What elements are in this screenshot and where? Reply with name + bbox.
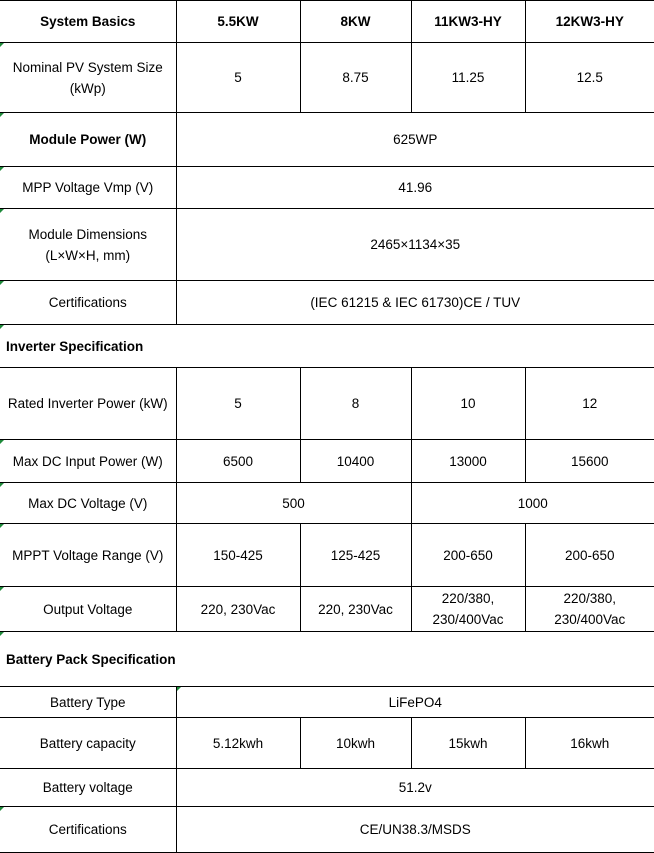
cell-value: 2465×1134×35 xyxy=(176,209,654,281)
corner-marker xyxy=(0,483,4,487)
cell-value: 220/380, 230/400Vac xyxy=(525,587,654,632)
cell-value: 10kwh xyxy=(300,718,411,769)
cell-value: 1000 xyxy=(411,483,654,524)
cell-value: 12.5 xyxy=(525,43,654,113)
row-label-battery-certifications: Certifications xyxy=(0,807,176,853)
row-label-max-dc-voltage: Max DC Voltage (V) xyxy=(0,483,176,524)
corner-marker xyxy=(0,587,4,591)
row-label-mpp-voltage: MPP Voltage Vmp (V) xyxy=(0,167,176,209)
cell-value: 220, 230Vac xyxy=(300,587,411,632)
cell-value: 200-650 xyxy=(411,524,525,587)
cell-value: 13000 xyxy=(411,440,525,483)
cell-value: 5 xyxy=(176,43,300,113)
table-row xyxy=(0,209,654,281)
table-row xyxy=(0,769,654,807)
cell-value: LiFePO4 xyxy=(176,687,654,718)
corner-marker xyxy=(0,167,4,171)
cell-value: CE/UN38.3/MSDS xyxy=(176,807,654,853)
row-label-module-dimensions: Module Dimensions (L×W×H, mm) xyxy=(0,209,176,281)
section-header-row xyxy=(0,632,654,687)
table-row xyxy=(0,43,654,113)
section-title-battery: Battery Pack Specification xyxy=(0,632,654,687)
row-label-battery-capacity: Battery capacity xyxy=(0,718,176,769)
row-label-nominal-pv: Nominal PV System Size (kWp) xyxy=(0,43,176,113)
row-label-certifications: Certifications xyxy=(0,281,176,325)
cell-value: 8.75 xyxy=(300,43,411,113)
header-model: 11KW3-HY xyxy=(411,1,525,43)
section-title-inverter: Inverter Specification xyxy=(0,325,654,368)
cell-value: 625WP xyxy=(176,113,654,167)
row-label-battery-type: Battery Type xyxy=(0,687,176,718)
cell-value: 220/380, 230/400Vac xyxy=(411,587,525,632)
corner-marker xyxy=(0,632,4,636)
header-model: 12KW3-HY xyxy=(525,1,654,43)
corner-marker xyxy=(0,281,4,285)
table-row xyxy=(0,807,654,853)
table-row xyxy=(0,167,654,209)
cell-value: 15600 xyxy=(525,440,654,483)
table-row xyxy=(0,281,654,325)
table-row xyxy=(0,587,654,632)
cell-value: 12 xyxy=(525,368,654,440)
cell-value: 8 xyxy=(300,368,411,440)
cell-value: 5 xyxy=(176,368,300,440)
table-row xyxy=(0,440,654,483)
row-label-output-voltage: Output Voltage xyxy=(0,587,176,632)
cell-value: 500 xyxy=(176,483,411,524)
row-label-rated-power: Rated Inverter Power (kW) xyxy=(0,368,176,440)
table-row xyxy=(0,718,654,769)
section-header-row xyxy=(0,325,654,368)
row-label-battery-voltage: Battery voltage xyxy=(0,769,176,807)
table-row xyxy=(0,483,654,524)
cell-value: 6500 xyxy=(176,440,300,483)
table-row xyxy=(0,687,654,718)
header-model: 8KW xyxy=(300,1,411,43)
corner-marker xyxy=(0,209,4,213)
cell-value: 5.12kwh xyxy=(176,718,300,769)
cell-value: 41.96 xyxy=(176,167,654,209)
table-row xyxy=(0,113,654,167)
cell-value: 11.25 xyxy=(411,43,525,113)
corner-marker xyxy=(0,524,4,528)
table-row xyxy=(0,368,654,440)
cell-value: 10400 xyxy=(300,440,411,483)
corner-marker xyxy=(177,687,181,691)
row-label-mppt-range: MPPT Voltage Range (V) xyxy=(0,524,176,587)
row-label-max-dc-input: Max DC Input Power (W) xyxy=(0,440,176,483)
cell-value: 150-425 xyxy=(176,524,300,587)
cell-value: 220, 230Vac xyxy=(176,587,300,632)
header-model: 5.5KW xyxy=(176,1,300,43)
cell-value: 15kwh xyxy=(411,718,525,769)
corner-marker xyxy=(0,325,4,329)
cell-value: (IEC 61215 & IEC 61730)CE / TUV xyxy=(176,281,654,325)
header-system-basics: System Basics xyxy=(0,1,176,43)
row-label-module-power: Module Power (W) xyxy=(0,113,176,167)
cell-value: 10 xyxy=(411,368,525,440)
cell-value: 125-425 xyxy=(300,524,411,587)
corner-marker xyxy=(0,113,4,117)
cell-value: 200-650 xyxy=(525,524,654,587)
header-row xyxy=(0,1,654,43)
corner-marker xyxy=(0,440,4,444)
corner-marker xyxy=(0,807,4,811)
cell-value: 16kwh xyxy=(525,718,654,769)
table-row xyxy=(0,524,654,587)
corner-marker xyxy=(0,43,4,47)
cell-value: 51.2v xyxy=(176,769,654,807)
